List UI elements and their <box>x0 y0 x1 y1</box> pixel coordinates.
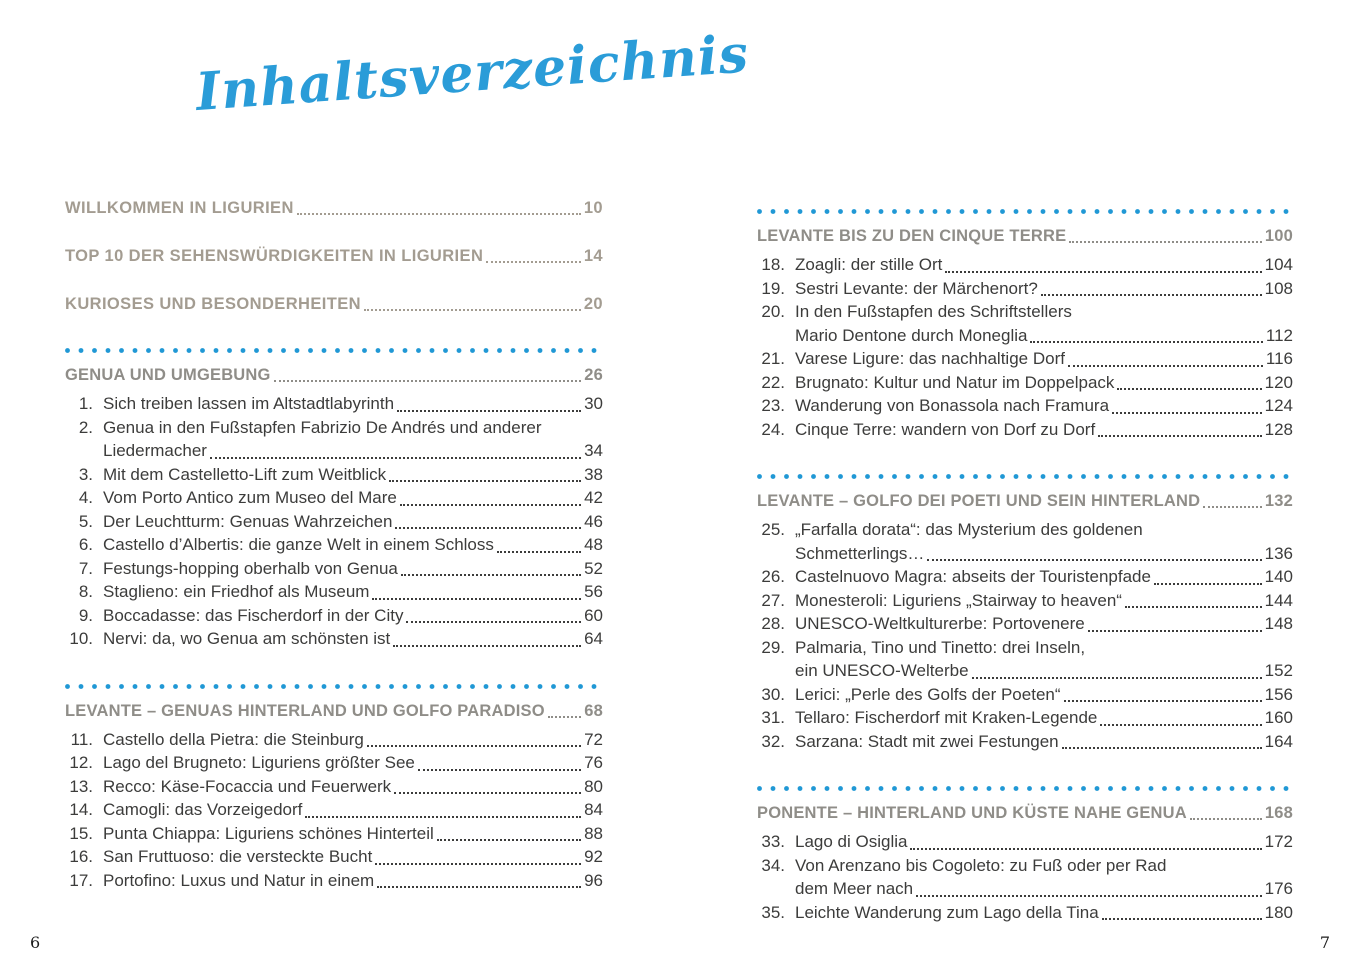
item-number: 27. <box>761 590 785 610</box>
item-content <box>795 565 1293 589</box>
dotted-leader <box>927 542 1261 562</box>
toc-left-column <box>65 197 603 892</box>
item-content <box>795 277 1293 301</box>
page-ref: 144 <box>1264 590 1293 610</box>
toc-item <box>65 392 603 416</box>
dotted-leader <box>364 293 581 311</box>
toc-item <box>757 565 1293 589</box>
toc-item <box>757 418 1293 442</box>
page-ref: 156 <box>1264 684 1293 704</box>
item-number: 3. <box>78 464 93 484</box>
item-title-lastline <box>103 486 603 510</box>
toc-top-entry <box>65 197 603 219</box>
item-title-lastline <box>103 845 603 869</box>
page-ref: 52 <box>584 558 603 578</box>
toc-item <box>757 683 1293 707</box>
section-header <box>757 802 1293 824</box>
dotted-leader <box>1064 683 1262 703</box>
item-title: Leichte Wanderung zum Lago della Tina <box>795 902 1099 922</box>
item-number: 5. <box>78 511 93 531</box>
toc-item <box>65 845 603 869</box>
toc-item <box>65 627 603 651</box>
dotted-leader <box>393 627 581 647</box>
item-title: Monesteroli: Liguriens „Stairway to heaven“ <box>795 590 1122 610</box>
item-title-lastline <box>103 869 603 893</box>
item-title-lastline <box>103 533 603 557</box>
item-title: Castello d’Albertis: die ganze Welt in einem Schloss <box>103 535 494 554</box>
item-content <box>795 418 1293 442</box>
toc-item <box>757 371 1293 395</box>
item-number: 19. <box>761 278 785 298</box>
page-ref: 140 <box>1264 567 1293 586</box>
item-content <box>103 486 603 510</box>
dotted-leader <box>1154 565 1262 585</box>
toc-item <box>65 463 603 487</box>
item-content <box>795 253 1293 277</box>
item-title-lastline <box>103 775 603 799</box>
item-number: 34. <box>761 855 785 875</box>
item-number: 23. <box>761 396 785 415</box>
toc-item <box>65 728 603 752</box>
item-title-lastline <box>795 589 1293 613</box>
item-title-lastline <box>795 565 1293 589</box>
item-title-lastline <box>103 751 603 775</box>
dotted-leader <box>437 822 581 842</box>
item-title: Camogli: das Vorzeigedorf <box>103 800 303 819</box>
page-ref: 164 <box>1264 731 1293 751</box>
item-content <box>795 730 1293 754</box>
dotted-leader <box>418 751 581 771</box>
item-title-lastline <box>795 877 1293 901</box>
dotted-leader <box>497 533 581 553</box>
dotted-leader <box>945 253 1261 273</box>
item-title-line: Genua in den Fußstapfen Fabrizio De Andrés und anderer <box>103 417 542 437</box>
toc-top-entry <box>65 245 603 267</box>
item-title: Cinque Terre: wandern von Dorf zu Dorf <box>795 419 1096 439</box>
item-content <box>103 845 603 869</box>
page-ref: 120 <box>1264 372 1293 392</box>
toc-item <box>757 347 1293 371</box>
toc-top-entry-label: TOP 10 DER SEHENSWÜRDIGKEITEN IN LIGURIEN <box>65 247 484 265</box>
section-separator-dots <box>65 684 603 689</box>
item-number: 9. <box>78 605 93 625</box>
page-ref: 148 <box>1264 614 1293 633</box>
item-number: 21. <box>761 349 785 368</box>
section-header <box>65 364 603 386</box>
item-title: Lago del Brugneto: Liguriens größter See <box>103 753 415 772</box>
item-content <box>103 604 603 628</box>
item-title: ein UNESCO-Welterbe <box>795 661 969 680</box>
page-ref: 26 <box>584 366 603 384</box>
page-ref: 160 <box>1264 708 1293 727</box>
item-title: Staglieno: ein Friedhof als Museum <box>103 582 370 601</box>
page-ref: 176 <box>1264 879 1293 898</box>
toc-item <box>65 822 603 846</box>
dotted-leader <box>377 869 581 889</box>
page-ref: 132 <box>1264 492 1293 510</box>
toc-item <box>65 775 603 799</box>
toc-item <box>65 604 603 628</box>
toc-item <box>65 533 603 557</box>
page-ref: 10 <box>583 199 603 217</box>
item-content <box>103 463 603 487</box>
item-content <box>103 416 603 463</box>
item-number: 16. <box>69 847 93 866</box>
item-content <box>795 683 1293 707</box>
toc-top-entry <box>65 293 603 315</box>
item-title: UNESCO-Weltkulturerbe: Portovenere <box>795 614 1085 633</box>
dotted-leader <box>297 197 581 215</box>
item-title-line: „Farfalla dorata“: das Mysterium des goldenen <box>795 520 1143 539</box>
toc-item <box>757 901 1293 925</box>
item-title: Mario Dentone durch Moneglia <box>795 325 1028 345</box>
toc-item <box>65 869 603 893</box>
dotted-leader <box>389 463 581 483</box>
item-title: Nervi: da, wo Genua am schönsten ist <box>103 629 391 648</box>
item-number: 35. <box>761 902 785 922</box>
section-header-label: PONENTE – HINTERLAND UND KÜSTE NAHE GENUA <box>757 804 1187 822</box>
page-ref: 38 <box>584 464 603 484</box>
page-ref: 64 <box>584 629 603 648</box>
item-content <box>795 706 1293 730</box>
dotted-leader <box>1041 277 1262 297</box>
section-header <box>757 225 1293 247</box>
item-title-lastline <box>795 371 1293 395</box>
section-header-label: LEVANTE BIS ZU DEN CINQUE TERRE <box>757 227 1067 245</box>
dotted-leader <box>1117 371 1261 391</box>
dotted-leader <box>972 659 1262 679</box>
item-number: 20. <box>761 302 785 321</box>
item-title-lastline <box>795 901 1293 925</box>
item-number: 11. <box>70 729 93 749</box>
page-ref: 60 <box>584 605 603 625</box>
item-title-lastline <box>795 612 1293 636</box>
dotted-leader <box>486 245 581 263</box>
item-number: 4. <box>78 488 93 507</box>
item-number: 17. <box>69 870 93 890</box>
item-content <box>103 557 603 581</box>
page-ref: 116 <box>1265 349 1293 368</box>
item-title: Punta Chiappa: Liguriens schönes Hinterteil <box>103 823 434 843</box>
item-content <box>103 392 603 416</box>
page-ref: 76 <box>584 753 603 772</box>
page-ref: 56 <box>584 582 603 601</box>
item-title-lastline <box>103 557 603 581</box>
item-content <box>795 612 1293 636</box>
item-number: 13. <box>69 776 93 796</box>
item-title: Boccadasse: das Fischerdorf in der City <box>103 605 404 625</box>
item-number: 29. <box>761 637 785 657</box>
item-title-lastline <box>103 627 603 651</box>
item-title-lastline <box>795 324 1293 348</box>
dotted-leader <box>395 510 581 530</box>
item-title: Festungs-hopping oberhalb von Genua <box>103 558 398 578</box>
item-title-line: In den Fußstapfen des Schriftstellers <box>795 302 1072 321</box>
section-header <box>65 700 603 722</box>
item-content <box>795 830 1293 854</box>
section-header-label: GENUA UND UMGEBUNG <box>65 366 271 384</box>
dotted-leader <box>1069 225 1262 243</box>
item-content <box>103 751 603 775</box>
item-title: Sarzana: Stadt mit zwei Festungen <box>795 731 1059 751</box>
dotted-leader <box>910 830 1261 850</box>
item-title-lastline <box>795 542 1293 566</box>
item-title: Zoagli: der stille Ort <box>795 255 943 274</box>
dotted-leader <box>367 728 581 748</box>
dotted-leader <box>397 392 581 412</box>
page-number-left: 6 <box>30 933 41 952</box>
item-number: 26. <box>761 567 785 586</box>
item-title: Castelnuovo Magra: abseits der Touristenpfade <box>795 567 1151 586</box>
item-title: San Fruttuoso: die versteckte Bucht <box>103 847 373 866</box>
item-content <box>795 371 1293 395</box>
page-ref: 108 <box>1264 278 1293 298</box>
toc-top-entry-label: KURIOSES UND BESONDERHEITEN <box>65 295 361 313</box>
item-number: 24. <box>761 419 785 439</box>
item-title: Schmetterlings… <box>795 543 925 563</box>
dotted-leader <box>916 877 1262 897</box>
page-ref: 84 <box>584 800 603 819</box>
toc-item <box>757 730 1293 754</box>
item-number: 2. <box>78 417 93 437</box>
toc-top-entry-label: WILLKOMMEN IN LIGURIEN <box>65 199 294 217</box>
page-ref: 80 <box>584 776 603 796</box>
item-title-lastline <box>103 604 603 628</box>
toc-item <box>65 510 603 534</box>
item-content <box>103 869 603 893</box>
toc-item <box>65 486 603 510</box>
page-ref: 100 <box>1264 227 1293 245</box>
dotted-leader <box>210 439 581 459</box>
section-header <box>757 490 1293 512</box>
item-title-lastline <box>795 253 1293 277</box>
item-content <box>103 775 603 799</box>
toc-item <box>757 830 1293 854</box>
item-title: Sestri Levante: der Märchenort? <box>795 278 1038 298</box>
page-ref: 42 <box>584 488 603 507</box>
page-number-right: 7 <box>1319 933 1330 952</box>
item-number: 18. <box>761 255 785 274</box>
toc-item <box>65 416 603 463</box>
dotted-leader <box>372 580 581 600</box>
item-title: Liedermacher <box>103 441 207 460</box>
page-ref: 30 <box>584 394 603 413</box>
item-title: dem Meer nach <box>795 879 914 898</box>
item-number: 8. <box>78 582 93 601</box>
item-title-lastline <box>795 418 1293 442</box>
item-number: 33. <box>761 832 785 851</box>
item-title-lastline <box>103 728 603 752</box>
toc-item <box>65 751 603 775</box>
item-number: 15. <box>69 823 93 843</box>
item-number: 22. <box>761 372 785 392</box>
toc-right-column <box>757 209 1293 924</box>
item-title: Wanderung von Bonassola nach Framura <box>795 396 1110 415</box>
page-ref: 104 <box>1264 255 1293 274</box>
page-ref: 68 <box>584 701 603 720</box>
item-title: Lerici: „Perle des Golfs der Poeten“ <box>795 684 1061 704</box>
item-title: Portofino: Luxus und Natur in einem <box>103 870 375 890</box>
page-ref: 180 <box>1264 902 1293 922</box>
item-title-lastline <box>103 822 603 846</box>
item-title-lastline <box>795 394 1293 418</box>
item-title: Recco: Käse-Focaccia und Feuerwerk <box>103 776 392 796</box>
page-ref: 20 <box>583 295 603 313</box>
item-content <box>795 901 1293 925</box>
dotted-leader <box>1125 589 1262 609</box>
item-content <box>103 728 603 752</box>
item-title-line: Von Arenzano bis Cogoleto: zu Fuß oder per Rad <box>795 855 1167 875</box>
item-title: Brugnato: Kultur und Natur im Doppelpack <box>795 372 1115 392</box>
page-ref: 172 <box>1264 832 1293 851</box>
toc-item <box>65 798 603 822</box>
item-title: Mit dem Castelletto-Lift zum Weitblick <box>103 464 387 484</box>
dotted-leader <box>406 604 581 624</box>
item-title-lastline <box>795 683 1293 707</box>
page-ref: 128 <box>1264 419 1293 439</box>
item-number: 28. <box>761 614 785 633</box>
toc-section <box>65 348 603 651</box>
item-title: Der Leuchtturm: Genuas Wahrzeichen <box>103 511 393 531</box>
page-ref: 152 <box>1264 661 1293 680</box>
item-title-lastline <box>795 706 1293 730</box>
item-title-lastline <box>103 510 603 534</box>
item-number: 7. <box>78 558 93 578</box>
section-separator-dots <box>757 786 1293 791</box>
dotted-leader <box>1190 802 1262 820</box>
item-title: Varese Ligure: das nachhaltige Dorf <box>795 349 1065 368</box>
item-title-lastline <box>795 347 1293 371</box>
toc-item <box>757 277 1293 301</box>
dotted-leader <box>305 798 581 818</box>
item-title-lastline <box>795 730 1293 754</box>
item-content <box>103 627 603 651</box>
dotted-leader <box>1062 730 1262 750</box>
item-content <box>103 798 603 822</box>
dotted-leader <box>1088 612 1262 632</box>
item-content <box>795 394 1293 418</box>
page-ref: 124 <box>1264 396 1293 415</box>
page-ref: 48 <box>584 535 603 554</box>
item-content <box>795 854 1293 901</box>
dotted-leader <box>1030 324 1262 344</box>
dotted-leader <box>1112 394 1262 414</box>
item-number: 25. <box>761 520 785 539</box>
section-separator-dots <box>757 209 1293 214</box>
item-title: Tellaro: Fischerdorf mit Kraken-Legende <box>795 708 1098 727</box>
toc-item <box>757 589 1293 613</box>
item-content <box>795 347 1293 371</box>
item-title-lastline <box>103 463 603 487</box>
page-title: Inhaltsverzeichnis <box>193 23 751 123</box>
toc-section <box>65 684 603 893</box>
page-ref: 14 <box>583 247 603 265</box>
dotted-leader <box>400 486 581 506</box>
item-title-lastline <box>795 830 1293 854</box>
dotted-leader <box>274 364 582 382</box>
item-content <box>795 589 1293 613</box>
toc-section <box>757 209 1293 441</box>
item-title-lastline <box>795 659 1293 683</box>
page-ref: 168 <box>1264 804 1293 822</box>
toc-item <box>757 300 1293 347</box>
toc-item <box>757 854 1293 901</box>
item-number: 1. <box>78 394 93 413</box>
item-number: 10. <box>69 629 93 648</box>
dotted-leader <box>1098 418 1261 438</box>
item-title-lastline <box>795 277 1293 301</box>
item-number: 30. <box>761 684 785 704</box>
item-number: 32. <box>761 731 785 751</box>
item-content <box>103 510 603 534</box>
item-content <box>795 300 1293 347</box>
page-ref: 88 <box>584 823 603 843</box>
item-title-lastline <box>103 798 603 822</box>
section-separator-dots <box>757 474 1293 479</box>
dotted-leader <box>1102 901 1262 921</box>
dotted-leader <box>548 700 581 718</box>
item-title-lastline <box>103 392 603 416</box>
item-title: Vom Porto Antico zum Museo del Mare <box>103 488 397 507</box>
page-ref: 34 <box>584 441 603 460</box>
toc-section <box>757 474 1293 753</box>
section-header-label: LEVANTE – GENUAS HINTERLAND UND GOLFO PARADISO <box>65 701 545 720</box>
item-title-line: Palmaria, Tino und Tinetto: drei Inseln, <box>795 637 1086 657</box>
toc-item <box>757 253 1293 277</box>
dotted-leader <box>1100 706 1261 726</box>
item-number: 12. <box>69 753 93 772</box>
page-ref: 92 <box>584 847 603 866</box>
item-number: 14. <box>69 800 93 819</box>
toc-item <box>757 394 1293 418</box>
dotted-leader <box>394 775 581 795</box>
page-ref: 46 <box>584 511 603 531</box>
toc-item <box>757 518 1293 565</box>
toc-item <box>65 557 603 581</box>
page-ref: 72 <box>584 729 603 749</box>
item-content <box>795 518 1293 565</box>
item-title: Castello della Pietra: die Steinburg <box>103 729 364 749</box>
dotted-leader <box>401 557 581 577</box>
item-content <box>103 533 603 557</box>
toc-item <box>757 636 1293 683</box>
item-number: 6. <box>78 535 93 554</box>
toc-item <box>65 580 603 604</box>
page-ref: 96 <box>584 870 603 890</box>
item-title-lastline <box>103 580 603 604</box>
item-content <box>795 636 1293 683</box>
toc-item <box>757 706 1293 730</box>
dotted-leader <box>375 845 581 865</box>
toc-item <box>757 612 1293 636</box>
section-header-label: LEVANTE – GOLFO DEI POETI UND SEIN HINTERLAND <box>757 492 1201 510</box>
dotted-leader <box>1068 347 1263 367</box>
item-title: Sich treiben lassen im Altstadtlabyrinth <box>103 394 395 413</box>
item-content <box>103 580 603 604</box>
page-ref: 136 <box>1264 543 1293 563</box>
item-title-lastline <box>103 439 603 463</box>
item-title: Lago di Osiglia <box>795 832 908 851</box>
item-number: 31. <box>761 708 785 727</box>
item-content <box>103 822 603 846</box>
dotted-leader <box>1203 490 1262 508</box>
section-separator-dots <box>65 348 603 353</box>
page-ref: 112 <box>1265 325 1293 345</box>
toc-section <box>757 786 1293 924</box>
